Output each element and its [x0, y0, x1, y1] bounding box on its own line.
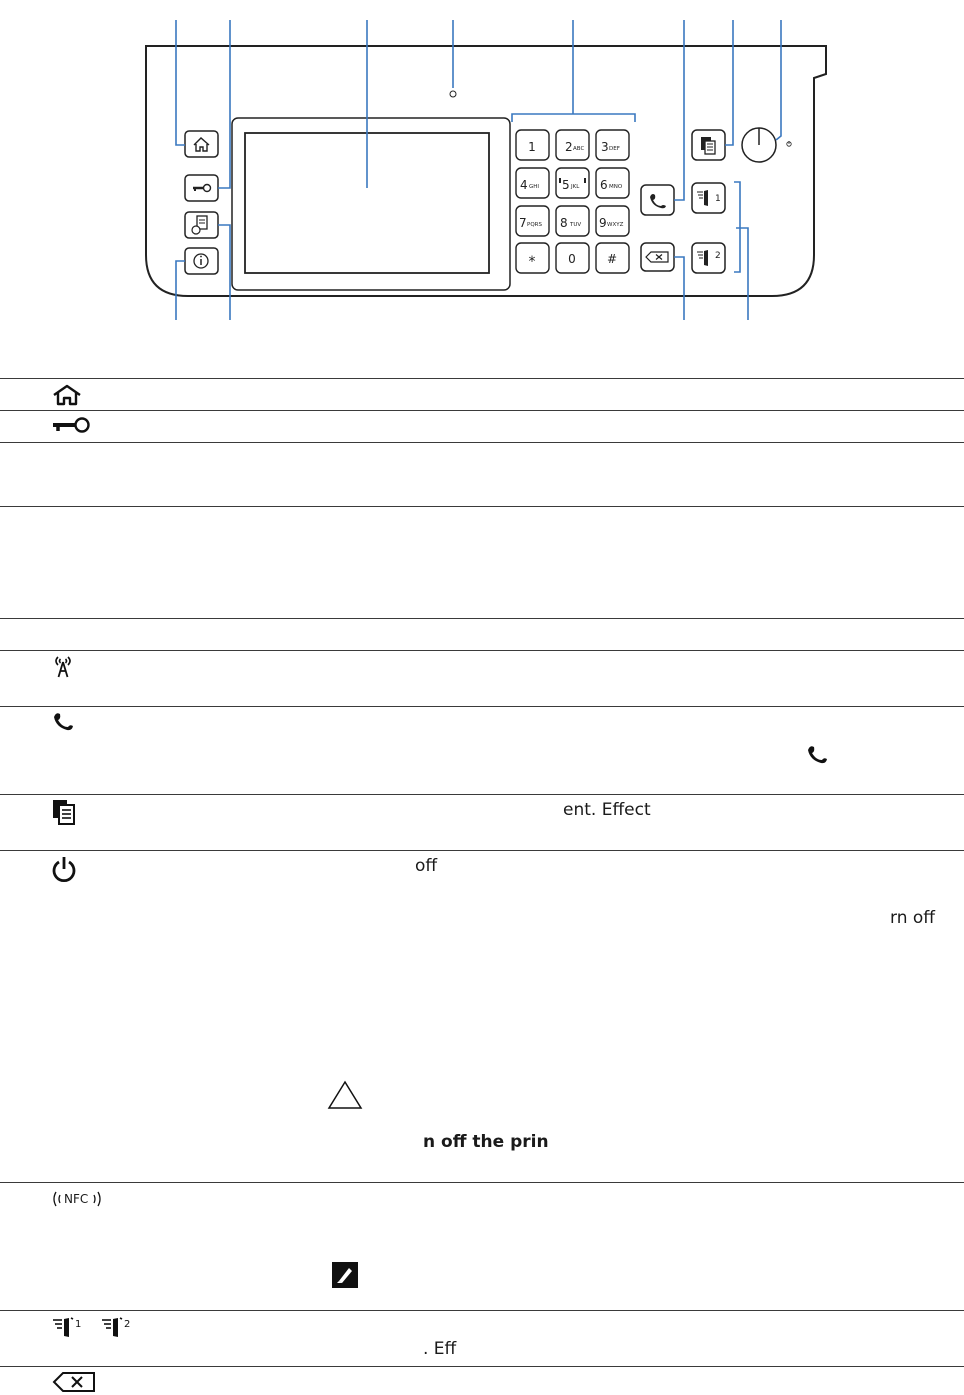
nfc-bracket-right-icon	[92, 1191, 102, 1207]
svg-text:MNO: MNO	[609, 184, 623, 190]
table-rule	[0, 1310, 964, 1311]
key-0	[556, 243, 589, 273]
key-9	[596, 206, 629, 236]
svg-text:#: #	[606, 252, 618, 266]
table-rule	[0, 794, 964, 795]
svg-text:DEF: DEF	[609, 146, 620, 152]
speed-dial-row-text: . Eff	[423, 1339, 457, 1359]
key-5	[556, 168, 589, 198]
key-1	[516, 130, 549, 160]
information-button	[185, 248, 218, 274]
table-rule	[0, 618, 964, 619]
power-caution-text: n off the prin	[423, 1132, 549, 1152]
svg-text:5: 5	[562, 178, 570, 192]
svg-text:TUV: TUV	[570, 222, 582, 228]
home-button	[185, 131, 218, 157]
speed-dial-2-icon	[101, 1315, 133, 1339]
table-rule	[0, 650, 964, 651]
svg-text:0: 0	[568, 252, 576, 266]
power-icon	[51, 855, 77, 883]
svg-text:8: 8	[560, 216, 568, 230]
redial-pause-icon	[52, 711, 74, 733]
key-2	[556, 130, 589, 160]
key-8	[556, 206, 589, 236]
control-panel-illustration	[0, 0, 964, 330]
svg-text:4: 4	[520, 178, 528, 192]
copy-button	[692, 130, 725, 160]
nfc-label: NFC	[64, 1192, 89, 1206]
table-rule	[0, 410, 964, 411]
lock-key-icon	[52, 416, 90, 434]
home-icon	[52, 384, 82, 406]
key-hash	[596, 243, 629, 273]
svg-text:GHI: GHI	[529, 184, 540, 190]
power-button	[742, 128, 791, 162]
backspace-icon	[52, 1371, 96, 1393]
svg-text:9: 9	[599, 216, 607, 230]
nfc-bracket-left-icon	[52, 1191, 62, 1207]
svg-text:*: *	[528, 254, 536, 270]
lock-button	[185, 175, 218, 201]
svg-text:1: 1	[715, 194, 721, 204]
svg-text:2: 2	[715, 251, 721, 261]
redial-pause-button	[641, 185, 674, 215]
redial-pause-icon	[806, 744, 828, 766]
svg-text:WXYZ: WXYZ	[607, 222, 624, 228]
svg-text:1: 1	[528, 140, 536, 154]
svg-text:2: 2	[124, 1319, 131, 1330]
speed-dial-1-icon	[52, 1315, 84, 1339]
svg-text:JKL: JKL	[571, 184, 580, 190]
key-star	[516, 243, 549, 273]
svg-text:2: 2	[565, 140, 573, 154]
table-rule	[0, 706, 964, 707]
copy-icon	[52, 799, 76, 825]
svg-text:ABC: ABC	[573, 146, 585, 152]
svg-text:7: 7	[519, 216, 527, 230]
key-4	[516, 168, 549, 198]
key-7	[516, 206, 549, 236]
svg-text:3: 3	[601, 140, 609, 154]
svg-text:1: 1	[75, 1319, 82, 1330]
caution-icon	[327, 1080, 363, 1110]
note-pencil-icon	[332, 1262, 358, 1288]
backspace-button	[641, 243, 674, 271]
svg-text:PQRS: PQRS	[527, 222, 542, 228]
speed-dial-2-button	[692, 243, 725, 273]
table-rule	[0, 850, 964, 851]
wireless-icon	[52, 655, 74, 679]
svg-text:6: 6	[600, 178, 608, 192]
power-row-text-1: off	[415, 856, 438, 876]
power-row-text-2: rn off	[890, 908, 935, 928]
key-3	[596, 130, 629, 160]
copy-row-text: ent. Effect	[563, 800, 651, 820]
key-6	[596, 168, 629, 198]
status-light	[450, 91, 456, 97]
table-rule	[0, 1182, 964, 1183]
job-status-button	[185, 212, 218, 238]
speed-dial-1-button	[692, 183, 725, 213]
table-rule	[0, 1366, 964, 1367]
numeric-keypad	[516, 130, 629, 273]
table-rule	[0, 378, 964, 379]
table-rule	[0, 442, 964, 443]
table-rule	[0, 506, 964, 507]
